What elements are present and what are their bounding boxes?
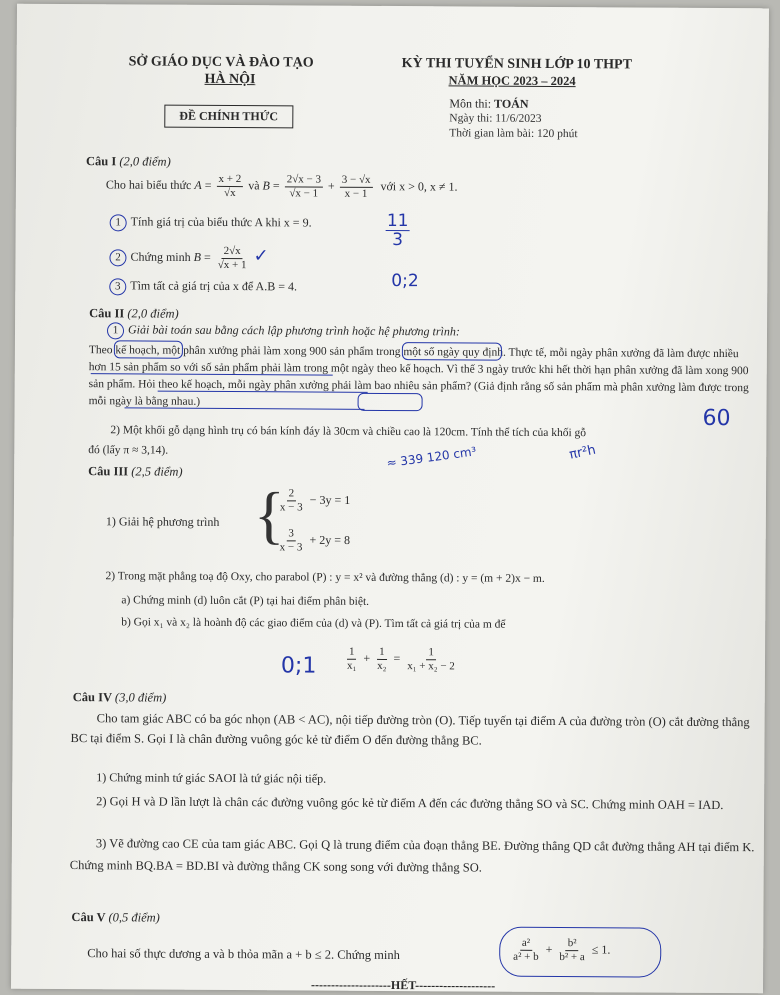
question-3-heading: Câu III (2,5 điểm) — [88, 464, 183, 479]
official-exam-label: ĐỀ CHÍNH THỨC — [164, 105, 293, 129]
question-3-part-2a: a) Chứng minh (d) luôn cắt (P) tại hai điểm phân biệt. — [121, 594, 370, 608]
question-2-part-2-pi: đó (lấy π ≈ 3,14). — [88, 444, 169, 457]
question-1-part-3: 3 Tìm tất cả giá trị của x để A.B = 4. — [109, 278, 297, 296]
question-5-heading: Câu V (0,5 điểm) — [71, 910, 160, 925]
question-4-intro: Cho tam giác ABC có ba góc nhọn (AB < AC), nội tiếp đường tròn (O). Tiếp tuyến tại điểm A của đường tròn (O) cắt đường thẳng BC tại điểm S. Gọi I là chân đường vuông góc kẻ từ điểm O đến đường thẳng BC. — [70, 711, 750, 748]
question-4-heading: Câu IV (3,0 điểm) — [72, 690, 167, 705]
handwritten-box-1 — [114, 340, 183, 358]
question-2-heading: Câu II (2,0 điểm) — [89, 306, 179, 321]
question-3-part-2b: b) Gọi x₁ và x₂ là hoành độ các giao điểm của (d) và (P). Tìm tất cả giá trị của m để — [121, 616, 506, 631]
city-name: HÀ NỘI — [204, 71, 256, 88]
question-5-text: Cho hai số thực dương a và b thỏa mãn a + b ≤ 2. Chứng minh — [87, 946, 400, 963]
end-marker: --------------------HẾT-------------------- — [310, 977, 496, 993]
exam-date: Ngày thi: 11/6/2023 — [449, 112, 542, 125]
question-2-part-1-text: Theo kế hoạch, một phân xưởng phải làm xong 900 sản phẩm trong một số ngày quy định. Thực tế, mỗi ngày phân xưởng đã làm được nhiều hơn 15 sản phẩm so với số sản phẩm phải làm trong một ngày theo kế hoạch. Vì thế 3 ngày trước khi hết thời hạn phân xưởng đã làm xong 900 sản phẩm. Hỏi theo kế hoạch, mỗi ngày phân xưởng phải làm bao nhiêu sản phẩm? (Giả định rằng số sản phẩm mà phân xưởng làm được trong mỗi ngày là bằng nhau.) — [88, 344, 749, 408]
checkmark-icon: ✓ — [253, 245, 269, 267]
question-3-part-2: 2) Trong mặt phẳng toạ độ Oxy, cho parabol (P) : y = x² và đường thẳng (d) : y = (m + 2)x − m. — [105, 570, 545, 585]
question-1-intro: Cho hai biểu thức A = $\frac{x + 2}{√x}$ và B = $\frac{2√x - 3}{√x - 1}$ + $\frac{3 - √x}{x - 1}$ với x > 0, x ≠ 1. — [105, 172, 458, 200]
exam-duration: Thời gian làm bài: 120 phút — [449, 127, 578, 141]
question-4-part-1: 1) Chứng minh tứ giác SAOI là tứ giác nội tiếp. — [96, 770, 327, 786]
question-1-part-1: 1 Tính giá trị của biểu thức A khi x = 9. — [110, 214, 312, 232]
handwritten-note-q3: 0;1 — [280, 653, 317, 679]
handwritten-volume: ≈ 339 120 cm³ — [385, 444, 478, 471]
handwritten-answer-fraction: $\frac{11}{3}$ — [386, 210, 409, 251]
handwritten-circle — [499, 927, 661, 978]
question-5-inequality: $\frac{\text{a²}}{\text{a² + b}}$ + $\frac{\text{b²}}{\text{b² + a}}$ ≤ 1. — [513, 936, 611, 964]
handwritten-formula: πr²h — [568, 442, 598, 463]
department-name: SỞ GIÁO DỤC VÀ ĐÀO TẠO — [128, 54, 314, 71]
question-3-part-1-label: 1) Giải hệ phương trình — [105, 514, 220, 529]
school-year: NĂM HỌC 2023 – 2024 — [448, 73, 576, 89]
exam-sheet — [11, 4, 769, 994]
question-1-heading: Câu I (2,0 điểm) — [86, 154, 171, 169]
handwritten-box-3 — [358, 393, 423, 411]
question-4-part-3: 3) Vẽ đường cao CE của tam giác ABC. Gọi Q là trung điểm của đoạn thẳng BE. Đường thẳng QD cắt đường thẳng AH tại điểm K. Chứng minh BQ.BA = BD.BI và đường thẳng CK song song với đường thẳng SO. — [69, 836, 755, 875]
equation-2: $\frac{3}{x - 3}$ + 2y = 8 — [279, 527, 351, 554]
question-1-part-2: 2 Chứng minh B = $\frac{2√x}{√x + 1}$ ✓ — [109, 244, 268, 272]
question-2-part-1-heading: 1 Giải bài toán sau bằng cách lập phương trình hoặc hệ phương trình: — [107, 322, 460, 341]
question-3-condition: $\frac{1}{\text{x₁}}$ + $\frac{1}{\text{x₂}}$ = $\frac{1}{\text{x₁ + x₂ − 2}}$ — [346, 645, 455, 673]
handwritten-note-q1-3: 0;2 — [391, 271, 419, 292]
system-brace: { — [253, 479, 285, 551]
handwritten-box-2 — [402, 342, 502, 361]
exam-title: KỲ THI TUYỂN SINH LỚP 10 THPT — [401, 56, 632, 73]
equation-1: $\frac{2}{x - 3}$ − 3y = 1 — [279, 487, 351, 514]
subject-line: Môn thi: TOÁN — [449, 96, 529, 111]
handwritten-note-60: 60 — [702, 405, 731, 432]
question-4-part-2: 2) Gọi H và D lần lượt là chân các đường vuông góc kẻ từ điểm A đến các đường thẳng SO và SC. Chứng minh OAH = IAD. — [96, 794, 724, 813]
question-2-part-2-text: 2) Một khối gỗ dạng hình trụ có bán kính đáy là 30cm và chiều cao là 120cm. Tính thể tích của khối gỗ — [110, 424, 587, 440]
